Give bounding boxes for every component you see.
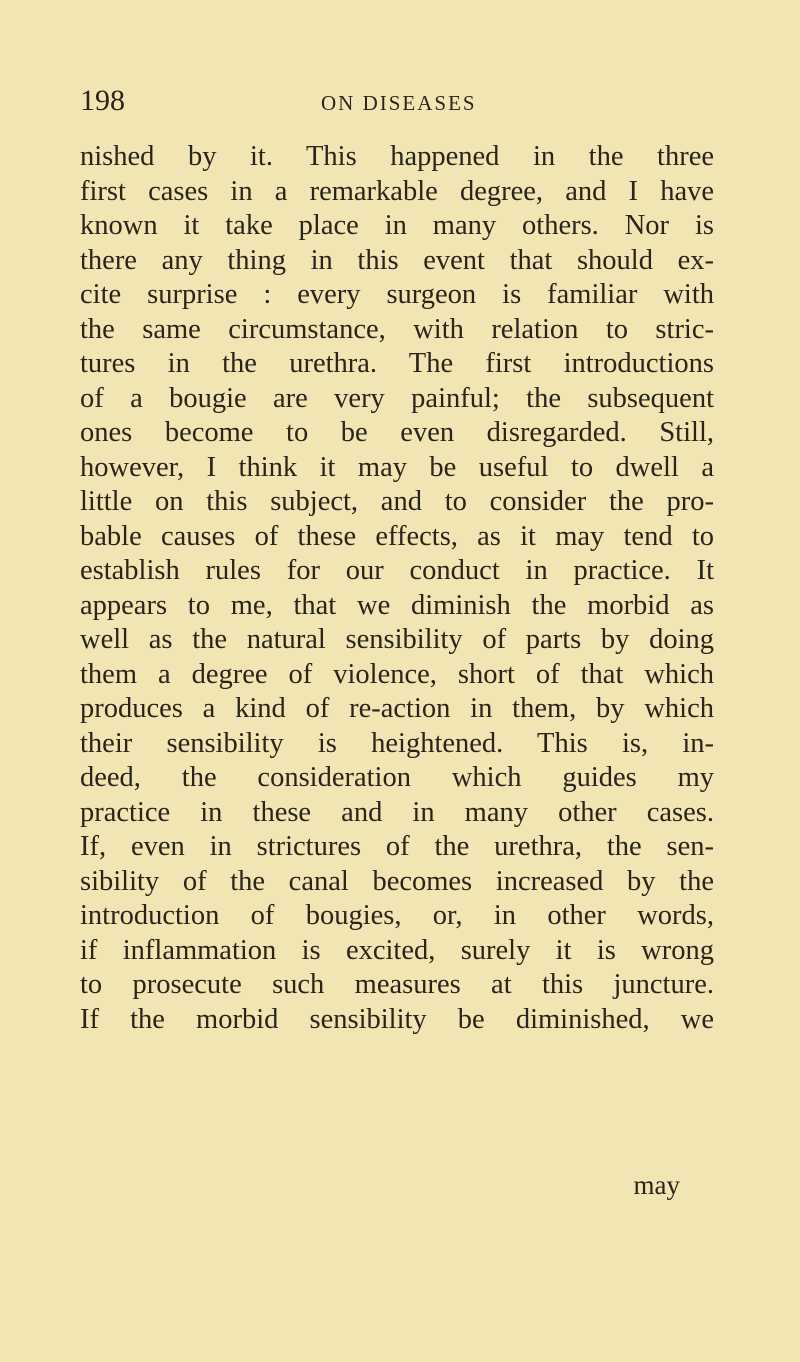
text-line: their sensibility is heightened. This is, in- bbox=[80, 727, 714, 759]
text-line: the same circumstance, with relation to stric- bbox=[80, 313, 714, 345]
text-line: If, even in strictures of the urethra, the sen- bbox=[80, 831, 714, 862]
text-line: little on this subject, and to consider the pro- bbox=[80, 486, 714, 517]
text-line: if inflammation is excited, surely it is wrong bbox=[80, 934, 714, 966]
text-line: cite surprise : every surgeon is familiar with bbox=[80, 279, 714, 310]
text-line: however, I think it may be useful to dwell a bbox=[80, 451, 714, 483]
text-line: of a bougie are very painful; the subsequent bbox=[80, 382, 714, 414]
text-line: sibility of the canal becomes increased by the bbox=[80, 865, 714, 897]
text-line: practice in these and in many other cases. bbox=[80, 796, 714, 828]
text-line: first cases in a remarkable degree, and I have bbox=[80, 175, 714, 207]
body-text bbox=[80, 140, 714, 1037]
text-line: known it take place in many others. Nor is bbox=[80, 210, 714, 241]
text-line: introduction of bougies, or, in other words, bbox=[80, 900, 714, 931]
text-line: to prosecute such measures at this juncture. bbox=[80, 969, 714, 1000]
text-line: bable causes of these effects, as it may tend to bbox=[80, 520, 714, 552]
text-line: establish rules for our conduct in practice. It bbox=[80, 555, 714, 586]
text-line: deed, the consideration which guides my bbox=[80, 762, 714, 793]
page-number: 198 bbox=[80, 84, 125, 117]
catchword: may bbox=[633, 1170, 680, 1200]
running-head: ON DISEASES bbox=[321, 91, 477, 115]
text-line: well as the natural sensibility of parts by doing bbox=[80, 624, 714, 655]
text-line: tures in the urethra. The first introductions bbox=[80, 348, 714, 379]
text-line: produces a kind of re-action in them, by which bbox=[80, 693, 714, 724]
text-line: them a degree of violence, short of that which bbox=[80, 658, 714, 690]
text-line: ones become to be even disregarded. Still, bbox=[80, 417, 714, 448]
text-line: there any thing in this event that should ex- bbox=[80, 244, 714, 276]
text-line: nished by it. This happened in the three bbox=[80, 141, 714, 172]
text-line: appears to me, that we diminish the morbid as bbox=[80, 589, 714, 621]
text-line: If the morbid sensibility be diminished, we bbox=[80, 1003, 714, 1035]
